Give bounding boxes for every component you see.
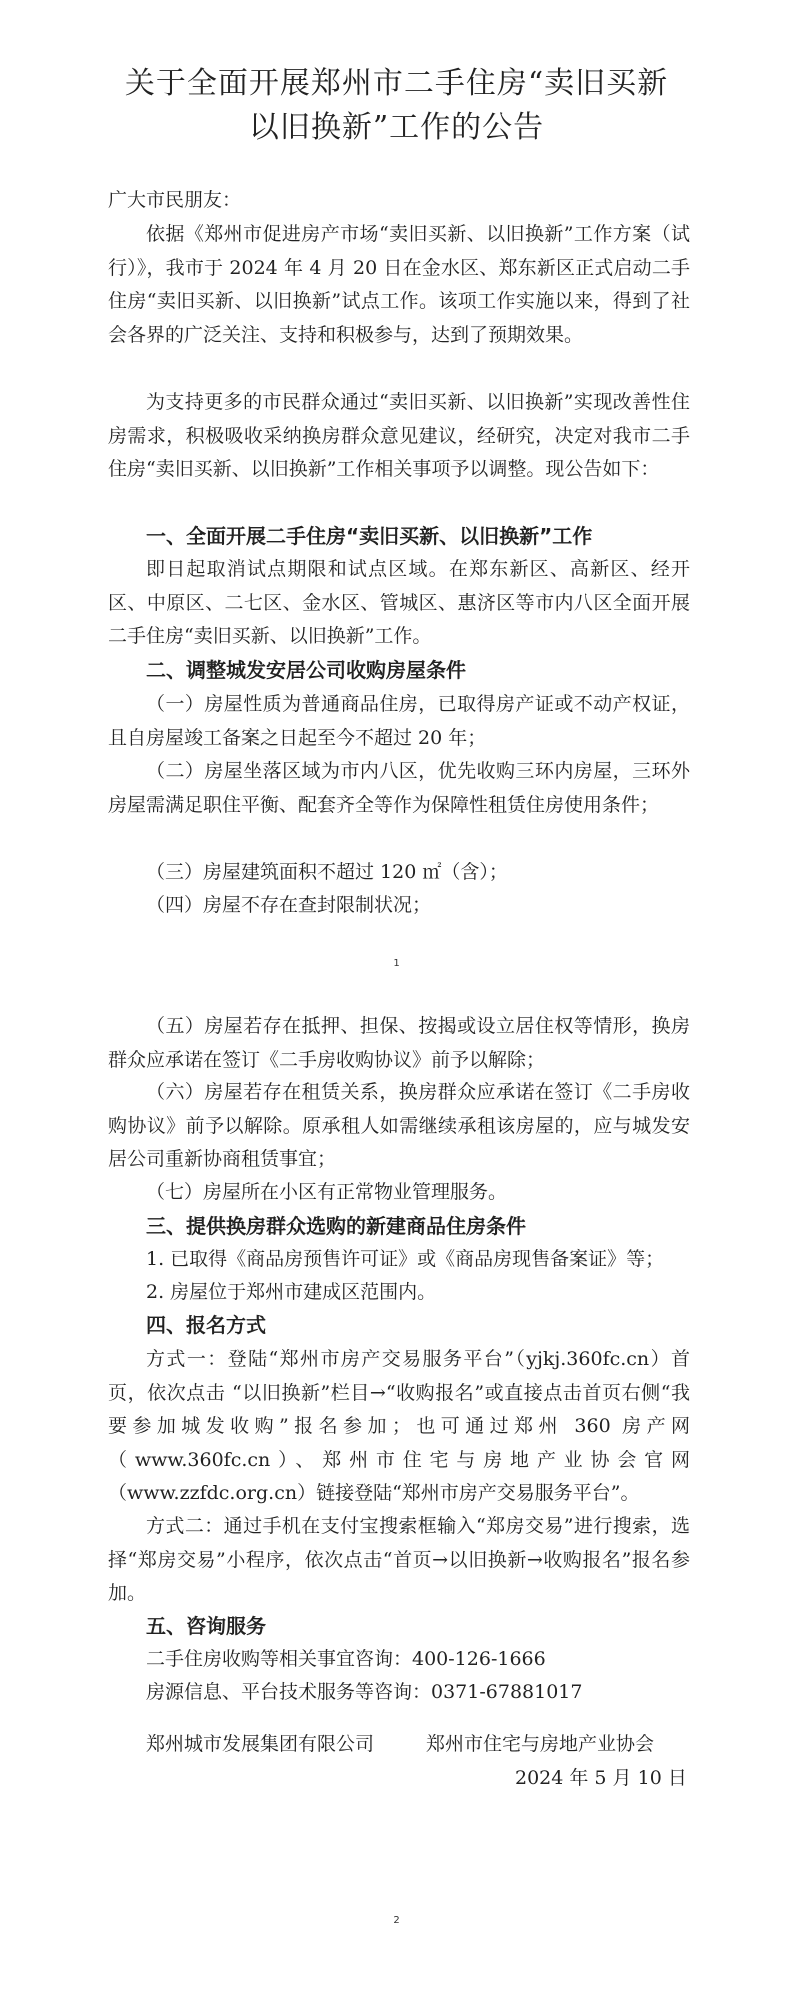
section-2-item-2: （二）房屋坐落区域为市内八区，优先收购三环内房屋，三环外房屋需满足职住平衡、配套齐全等作为保障性租赁住房使用条件； bbox=[108, 760, 690, 816]
section-2-item-7: （七）房屋所在小区有正常物业管理服务。 bbox=[146, 1181, 508, 1203]
signature-org-2: 郑州市住宅与房地产业协会 bbox=[426, 1733, 655, 1755]
signature-org-1: 郑州城市发展集团有限公司 bbox=[146, 1733, 375, 1755]
section-2-item-4: （四）房屋不存在查封限制状况； bbox=[146, 894, 432, 916]
signature-date: 2024 年 5 月 10 日 bbox=[515, 1767, 687, 1789]
section-2-item-3: （三）房屋建筑面积不超过 120 ㎡（含）； bbox=[146, 861, 508, 883]
title-line-2: 以旧换新”工作的公告 bbox=[248, 110, 545, 145]
intro-paragraph-2: 为支持更多的市民群众通过“卖旧买新、以旧换新”实现改善性住房需求，积极吸收采纳换房群众意见建议，经研究，决定对我市二手住房“卖旧买新、以旧换新”工作相关事项予以调整。现公告如下： bbox=[108, 391, 690, 480]
page-number-1: 1 bbox=[393, 958, 400, 969]
section-4-method-2: 方式二：通过手机在支付宝搜索框输入“郑房交易”进行搜索，选择“郑房交易”小程序，依次点击“首页→以旧换新→收购报名”报名参加。 bbox=[108, 1515, 690, 1604]
consult-line-2: 房源信息、平台技术服务等咨询：0371-67881017 bbox=[146, 1681, 583, 1703]
section-5-heading: 五、咨询服务 bbox=[146, 1614, 266, 1638]
consult-line-1: 二手住房收购等相关事宜咨询：400-126-1666 bbox=[146, 1648, 546, 1670]
section-3-heading: 三、提供换房群众选购的新建商品住房条件 bbox=[146, 1214, 526, 1238]
section-3-item-2: 2. 房屋位于郑州市建成区范围内。 bbox=[146, 1281, 437, 1303]
section-2-heading: 二、调整城发安居公司收购房屋条件 bbox=[146, 658, 466, 682]
section-4-heading: 四、报名方式 bbox=[146, 1313, 266, 1337]
salutation: 广大市民朋友： bbox=[108, 189, 242, 211]
section-1-heading: 一、全面开展二手住房“卖旧买新、以旧换新”工作 bbox=[146, 524, 593, 548]
section-4-method-1: 方式一：登陆“郑州市房产交易服务平台”（yjkj.360fc.cn）首页，依次点击 “以旧换新”栏目→“收购报名”或直接点击首页右侧“我要参加城发收购”报名参加；也可通过郑州 360 房产网（www.360fc.cn）、郑州市住宅与房地产业协会官网（www.zzfdc.org.cn）链接登陆“郑州市房产交易服务平台”。 bbox=[108, 1348, 690, 1504]
title-line-1: 关于全面开展郑州市二手住房“卖旧买新 bbox=[124, 66, 669, 101]
page-number-2: 2 bbox=[393, 1915, 400, 1926]
section-2-item-5: （五）房屋若存在抵押、担保、按揭或设立居住权等情形，换房群众应承诺在签订《二手房收购协议》前予以解除； bbox=[108, 1015, 690, 1071]
section-1-body: 即日起取消试点期限和试点区域。在郑东新区、高新区、经开区、中原区、二七区、金水区、管城区、惠济区等市内八区全面开展二手住房“卖旧买新、以旧换新”工作。 bbox=[108, 558, 690, 647]
section-2-item-1: （一）房屋性质为普通商品住房，已取得房产证或不动产权证，且自房屋竣工备案之日起至今不超过 20 年； bbox=[108, 693, 690, 749]
section-3-item-1: 1. 已取得《商品房预售许可证》或《商品房现售备案证》等； bbox=[146, 1248, 665, 1270]
section-2-item-6: （六）房屋若存在租赁关系，换房群众应承诺在签订《二手房收购协议》前予以解除。原承租人如需继续承租该房屋的，应与城发安居公司重新协商租赁事宜； bbox=[108, 1081, 690, 1170]
intro-paragraph-1: 依据《郑州市促进房产市场“卖旧买新、以旧换新”工作方案（试行）》，我市于 2024 年 4 月 20 日在金水区、郑东新区正式启动二手住房“卖旧买新、以旧换新”试点工作。该项工作实施以来，得到了社会各界的广泛关注、支持和积极参与，达到了预期效果。 bbox=[108, 223, 690, 346]
